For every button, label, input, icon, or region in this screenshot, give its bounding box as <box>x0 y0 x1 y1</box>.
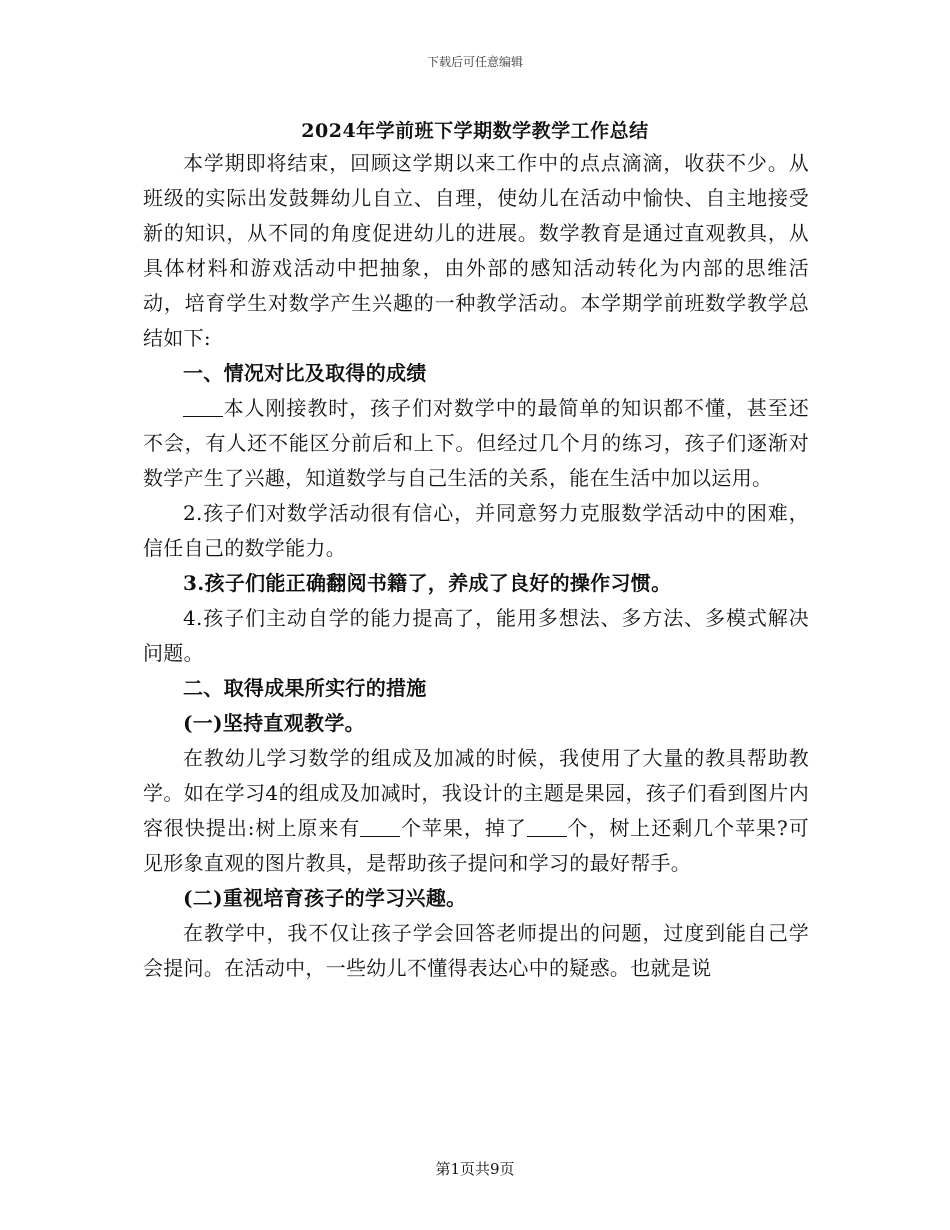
section-2-heading: 二、取得成果所实行的措施 <box>183 676 427 700</box>
intro-paragraph: 本学期即将结束，回顾这学期以来工作中的点点滴滴，收获不少。从班级的实际出发鼓舞幼儿自立、自理，使幼儿在活动中愉快、自主地接受新的知识，从不同的角度促进幼儿的进展。数学教育是通过直观教具，从具体材料和游戏活动中把抽象，由外部的感知活动转化为内部的思维活动，培育学生对数学产生兴趣的一种教学活动。本学期学前班数学教学总结如下: <box>143 151 809 350</box>
section-1-paragraph-1-text: 本人刚接教时，孩子们对数学中的最简单的知识都不懂，甚至还不会，有人还不能区分前后和上下。但经过几个月的练习，孩子们逐渐对数学产生了兴趣，知道数学与自己生活的关系，能在生活中加以运用。 <box>143 396 809 490</box>
subsection-1-heading: (一)坚持直观教学。 <box>183 711 365 735</box>
subsection-1-text-part-3: 个，树上还剩几个苹果?可见形象直观的图片教具，是帮助孩子提问和学习的最好帮手。 <box>143 816 809 875</box>
section-1-paragraph-4: 4.孩子们主动自学的能力提高了，能用多想法、多方法、多模式解决问题。 <box>143 606 809 665</box>
subsection-1-text-part-1: 在教幼儿学习数学的组成及加减的时候，我使用了大量的教具帮助教学。如在学习4的组成及加减时，我设计的主题是果园，孩子们看到图片内容很快提出:树上原来有 <box>143 746 809 840</box>
document-title: 2024年学前班下学期数学教学工作总结 <box>301 120 649 142</box>
subsection-2-paragraph: 在教学中，我不仅让孩子学会回答老师提出的问题，过度到能自己学会提问。在活动中，一些幼儿不懂得表达心中的疑惑。也就是说 <box>143 921 809 980</box>
section-1-paragraph-2: 2.孩子们对数学活动很有信心，并同意努力克服数学活动中的困难，信任自己的数学能力。 <box>143 501 809 560</box>
header-note: 下载后可任意编辑 <box>426 55 523 69</box>
section-1-paragraph-3: 3.孩子们能正确翻阅书籍了，养成了良好的操作习惯。 <box>183 571 672 595</box>
fill-blank <box>183 396 223 417</box>
section-1-heading: 一、情况对比及取得的成绩 <box>183 361 427 385</box>
subsection-1-paragraph <box>143 741 809 881</box>
subsection-2-heading: (二)重视培育孩子的学习兴趣。 <box>183 886 467 910</box>
page-number: 第1页共9页 <box>435 1160 515 1178</box>
fill-blank <box>360 816 400 837</box>
section-1-paragraph-1 <box>143 391 809 496</box>
fill-blank <box>527 816 567 837</box>
subsection-1-text-part-2: 个苹果，掉了 <box>400 816 527 840</box>
document-body <box>143 146 809 986</box>
